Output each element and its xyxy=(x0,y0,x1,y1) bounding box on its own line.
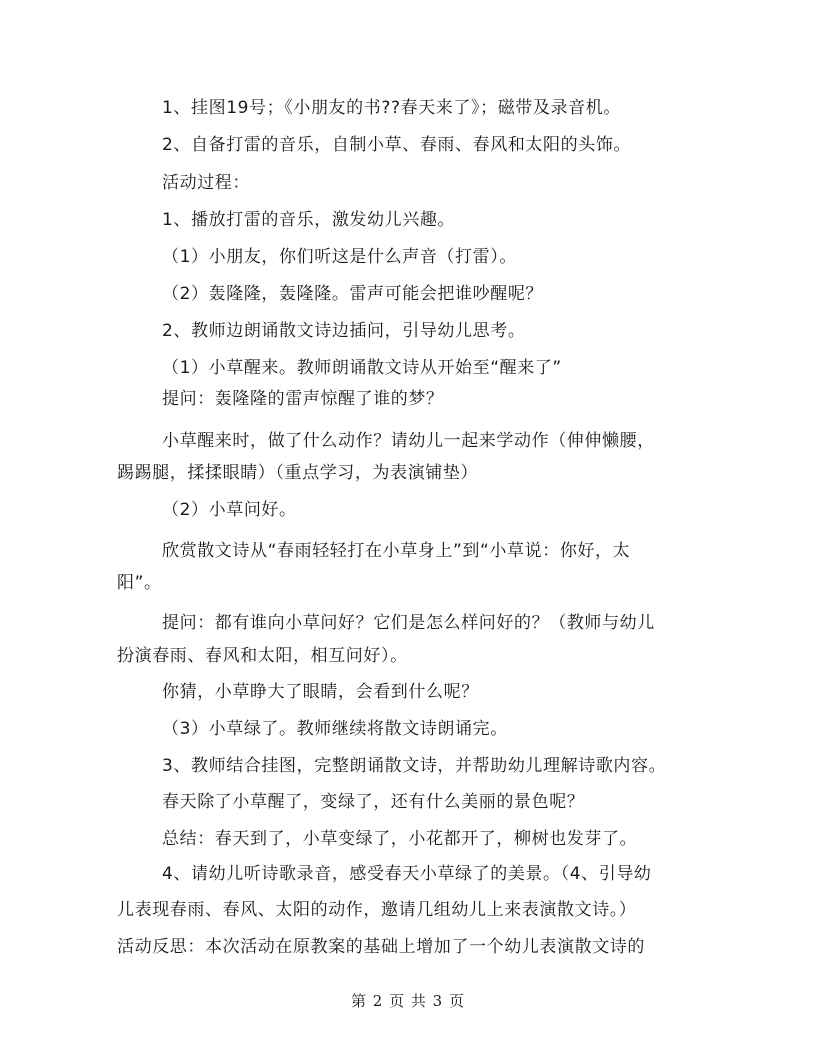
text-line: 2、教师边朗诵散文诗边插问，引导幼儿思考。 xyxy=(162,321,526,341)
text-line: 儿表现春雨、春风、太阳的动作，邀请几组幼儿上来表演散文诗。） xyxy=(117,900,637,920)
text-line: （1）小朋友，你们听这是什么声音（打雷）。 xyxy=(162,247,517,267)
text-line: 踢踢腿，揉揉眼睛）（重点学习，为表演铺垫） xyxy=(117,463,479,483)
text-line: 提问：都有谁向小草问好？它们是怎么样问好的？（教师与幼儿 xyxy=(162,613,655,633)
text-line: 4、请幼儿听诗歌录音，感受春天小草绿了的美景。（4、引导幼 xyxy=(162,864,652,884)
page-footer: 第 2 页 共 3 页 xyxy=(351,992,465,1010)
text-line: （2）轰隆隆，轰隆隆。雷声可能会把谁吵醒呢？ xyxy=(162,284,544,304)
text-line: 总结：春天到了，小草变绿了，小花都开了，柳树也发芽了。 xyxy=(162,829,638,849)
text-line: 活动过程： xyxy=(162,173,250,193)
text-line: 3、教师结合挂图，完整朗诵散文诗，并帮助幼儿理解诗歌内容。 xyxy=(162,756,667,776)
text-line: 小草醒来时，做了什么动作？请幼儿一起来学动作（伸伸懒腰， xyxy=(162,431,655,451)
text-line: 1、挂图19号；《小朋友的书??春天来了》；磁带及录音机。 xyxy=(162,98,621,118)
text-line: 春天除了小草醒了，变绿了，还有什么美丽的景色呢？ xyxy=(162,792,585,812)
text-line: （3）小草绿了。教师继续将散文诗朗诵完。 xyxy=(162,719,508,739)
text-line: 1、播放打雷的音乐，激发幼儿兴趣。 xyxy=(162,210,456,230)
text-line: 提问：轰隆隆的雷声惊醒了谁的梦？ xyxy=(162,389,444,409)
text-line: （1）小草醒来。教师朗诵散文诗从开始至“醒来了” xyxy=(162,358,562,378)
text-line: 你猜，小草睁大了眼睛，会看到什么呢？ xyxy=(162,682,479,702)
text-line: 扮演春雨、春风和太阳，相互问好）。 xyxy=(117,646,408,666)
text-line: （2）小草问好。 xyxy=(162,500,297,520)
text-line: 活动反思：本次活动在原教案的基础上增加了一个幼儿表演散文诗的 xyxy=(117,937,645,957)
text-line: 欣赏散文诗从“春雨轻轻打在小草身上”到“小草说：你好，太 xyxy=(162,541,631,561)
text-line: 阳”。 xyxy=(117,573,162,593)
text-line: 2、自备打雷的音乐，自制小草、春雨、春风和太阳的头饰。 xyxy=(162,135,632,155)
